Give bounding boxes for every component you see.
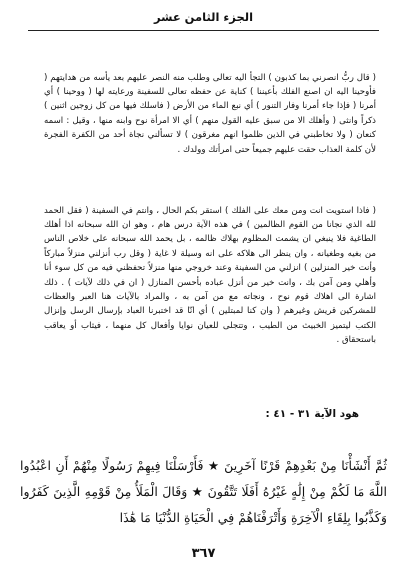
running-header: الجزء الثامن عشر	[153, 10, 254, 24]
quran-verses: ثُمَّ أَنْشَأْنَا مِنْ بَعْدِهِمْ قَرْنًا آخَرِينَ ★ فَأَرْسَلْنَا فِيهِمْ رَسُولًا مِنْهُمْ أَنِ اعْبُدُوا اللَّهَ مَا لَكُمْ مِنْ إِلَٰهٍ غَيْرُهُ أَفَلَا تَتَّقُونَ ★ وَقَالَ الْمَلَأُ مِنْ قَوْمِهِ الَّذِينَ كَفَرُوا وَكَذَّبُوا بِلِقَاءِ الْآخِرَةِ وَأَتْرَفْنَاهُمْ فِي الْحَيَاةِ الدُّنْيَا مَا هَٰذَا	[20, 457, 387, 525]
commentary-paragraph-2: ( فاذا استويت انت ومن معك على الفلك ) استقر بكم الحال ، وانتم في السفينة ( فقل الحمد لله الذي نجانا من القوم الظالمين ) في هذه الآية درس هام ، وهو ان الله سبحانه اذا أهلك الطاغية فلا ينبغي ان يشمت المظلوم بهلاك ظالمه ، بل يحمد الله سبحانه على خلاص الناس من بغيه وطغيانه ، وان ينظر الى هلاكه على انه وسيلة لا غاية ( وقل رب أنزلني منزلاً مباركاً وأنت خير المنزلين ) انزلني من السفينة وعند خروجي منها منزلاً تحفظني فيه من كل سوء أنا وأهلي ومن آمن بك ، وانت خير من أنزل عباده بأحسن المنازل ( ان في ذلك لآيات ) . ذلك اشارة الى اهلاك قوم نوح ، ونجاته مع من آمن به ، والمراد بالآيات هنا العبر والعظات للمشركين قريش وغيرهم ( وان كنا لمبتلين ) أي انّا قد اختبرنا العباد بإرسال الرسل وإنزال الكتب ليتميز الخبيث من الطيب ، وتتجلى للعيان نوايا وأفعال كل منهما ، فيثاب أو يعاقب باستحقاق .	[44, 205, 376, 346]
header-divider	[28, 30, 379, 31]
commentary-paragraph-1: ( قال ربُّ انصرني بما كذبون ) التجأ اليه تعالى وطلب منه النصر عليهم بعد يأسه من هدايتهم ( فأوحينا اليه ان اصنع الفلك بأعيننا ) كناية عن حفظه تعالى للسفينة ورعايته لها ( ووحينا ) أي أمرنا ( فإذا جاء أمرنا وفار التنور ) أي نبع الماء من الأرض ( فاسلك فيها من كل زوجين اثنين ) ذكراً وانثى ( وأهلك الا من سبق عليه القول منهم ) أي الا امرأة نوح وابنه منها ، وقيل : اسمه كنعان ( ولا تخاطبني في الذين ظلموا انهم مغرقون ) لا تسألني نجاة أحد من الكفرة الفجرة لأن كلمة العذاب حقت عليهم جميعاً حتى امرأتك وولدك .	[44, 72, 376, 155]
section-title: هود الآية ٣١ - ٤١ :	[265, 408, 359, 420]
page-number: ٣٦٧	[191, 546, 216, 561]
